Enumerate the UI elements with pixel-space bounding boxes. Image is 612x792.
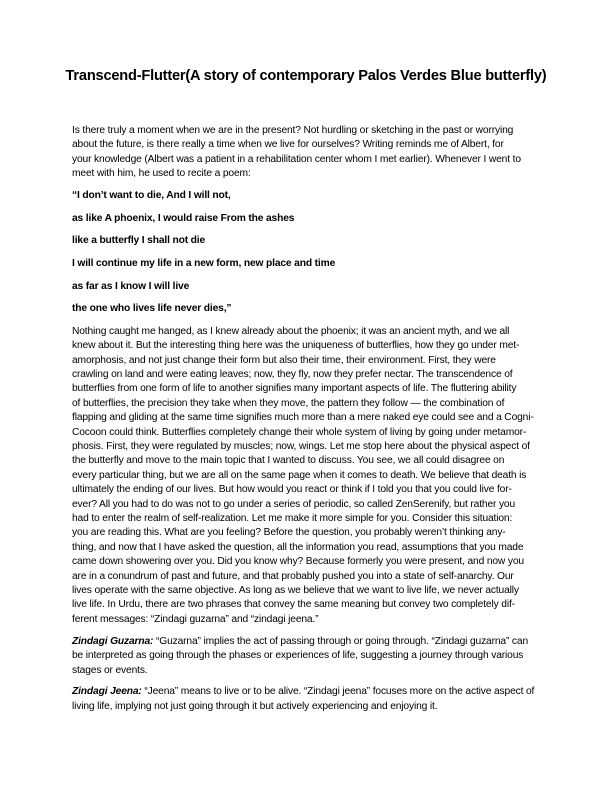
body-line: Nothing caught me hanged, as I knew already about the phoenix; it was an ancient myth, and we all — [72, 325, 510, 337]
body-line: you are reading this. What are you feeling? Before the question, you probably weren’t thinking any- — [72, 527, 506, 539]
body-line: thing, and now that I have asked the question, all the information you read, assumptions that you made — [72, 541, 524, 553]
poem-line: as far as I know I will live — [72, 280, 190, 292]
body-line: every particular thing, but we are all on the same page when it comes to death. We believe that death is — [72, 469, 527, 481]
body-line: ultimately the ending of our lives. But how would you react or think if I told you that you could live for- — [72, 484, 512, 496]
definition-jeena — [72, 685, 540, 714]
body-line: of butterflies, the precision they take when they move, the pattern they follow — the combination of — [72, 397, 505, 409]
body-line: had to enter the realm of self-realization. Let me make it more simple for you. Consider this situation: — [72, 512, 513, 524]
definition-line: stages or events. — [72, 664, 148, 676]
definition-line — [72, 685, 540, 699]
body-line: Cocoon could think. Butterflies completely change their whole system of living by going under metamor- — [72, 426, 527, 438]
definition-line: be interpreted as going through the phases or experiences of life, suggesting a journey through various — [72, 650, 524, 662]
intro-line: about the future, is there really a time when we live for ourselves? Writing reminds me of Albert, for — [72, 139, 504, 151]
definition-line: living life, implying not just going through it but actively experiencing and enjoying it. — [72, 700, 438, 712]
intro-line: your knowledge (Albert was a patient in a rehabilitation center whom I met earlier). Whenever I went to — [72, 153, 521, 165]
poem-line: “I don’t want to die, And I will not, — [72, 190, 231, 202]
body-line: phosis. First, they were regulated by muscles; now, wings. Let me stop here about the physical aspect of — [72, 440, 530, 452]
definition-line — [72, 635, 540, 649]
definition-term: Zindagi Guzarna: — [72, 635, 154, 647]
body-line: ever? All you had to do was not to go under a series of periodic, so called ZenSerenify, but rather you — [72, 498, 516, 510]
body-line: amorphosis, and not just change their form but also their time, their environment. First, they were — [72, 354, 496, 366]
poem-line: as like A phoenix, I would raise From the ashes — [72, 212, 295, 224]
poem-line: I will continue my life in a new form, new place and time — [72, 257, 336, 269]
intro-paragraph — [72, 124, 540, 182]
body-line: butterflies from one form of life to another signifies many important aspects of life. The fluttering ability — [72, 383, 517, 395]
body-line: ferent messages: “Zindagi guzarna” and “zindagi jeena.” — [72, 613, 319, 625]
body-line: came down showering over you. Did you know why? Because formerly you were present, and now you — [72, 556, 524, 568]
body-line: knew about it. But the interesting thing here was the uniqueness of butterflies, how they go under met- — [72, 340, 520, 352]
body-paragraph — [72, 325, 540, 628]
definition-term: Zindagi Jeena: — [72, 686, 142, 698]
poem-block — [72, 189, 540, 316]
poem-line: the one who lives life never dies,” — [72, 303, 232, 315]
definition-text: “Jeena” means to live or to be alive. “Zindagi jeena” focuses more on the active aspect of — [141, 686, 535, 698]
intro-line: meet with him, he used to recite a poem: — [72, 168, 251, 180]
body-line: are in a conundrum of past and future, and that probably pushed you into a state of self-anarchy. Our — [72, 570, 514, 582]
body-line: live life. In Urdu, there are two phrases that convey the same meaning but convey two completely dif- — [72, 599, 515, 611]
body-line: crawling on land and were eating leaves; now, they fly, now they prefer nectar. The transcendence of — [72, 368, 513, 380]
poem-line: like a butterfly I shall not die — [72, 235, 206, 247]
document-body — [72, 124, 540, 722]
body-line: lives operate with the same objective. As long as we believe that we want to live life, we never actually — [72, 585, 519, 596]
body-line: the butterfly and move to the main topic that I wanted to discuss. You see, we all could disagree on — [72, 455, 505, 467]
definition-text: “Guzarna” implies the act of passing through or going through. “Zindagi guzarna” can — [153, 635, 529, 647]
definition-guzarna — [72, 635, 540, 678]
intro-line: Is there truly a moment when we are in the present? Not hurdling or sketching in the past or worrying — [72, 125, 514, 136]
body-line: flapping and gliding at the same time signifies much more than a mere naked eye could see and a Cogni- — [72, 412, 534, 424]
document-title: Transcend-Flutter(A story of contemporary Palos Verdes Blue butterfly) — [65, 68, 547, 84]
